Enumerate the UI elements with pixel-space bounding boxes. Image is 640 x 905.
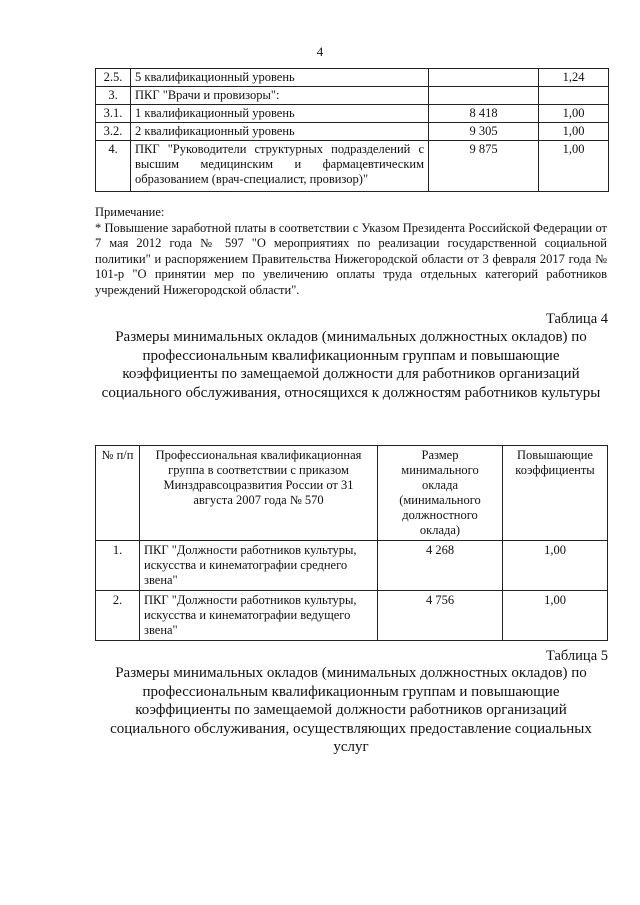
qualification-group: ПКГ "Должности работников культуры, искусства и кинематографии ведущего звена" <box>140 591 378 641</box>
salary-table-culture <box>95 445 608 641</box>
min-salary: 4 268 <box>378 541 503 591</box>
table-row <box>96 591 608 641</box>
row-number: 1. <box>96 541 140 591</box>
min-salary: 4 756 <box>378 591 503 641</box>
coefficient: 1,00 <box>539 141 609 192</box>
coefficient: 1,00 <box>503 541 608 591</box>
coefficient: 1,00 <box>503 591 608 641</box>
row-number: 3.2. <box>96 123 131 141</box>
table-row <box>96 69 609 87</box>
qualification-level: 5 квалификационный уровень <box>131 69 429 87</box>
table-5-heading: Размеры минимальных окладов (минимальных должностных окладов) по профессиональным квалификационным группам и повышающие коэффициенты по замещаемой должности работников организаций социального обслуживания, осуществляющих предоставление социальных услуг <box>110 665 592 756</box>
row-number: 4. <box>96 141 131 192</box>
note-title: Примечание: <box>95 205 165 219</box>
row-number: 3.1. <box>96 105 131 123</box>
qualification-level: 2 квалификационный уровень <box>131 123 429 141</box>
coefficient: 1,00 <box>539 105 609 123</box>
header-num: № п/п <box>96 446 140 541</box>
header-coefficient: Повышающие коэффициенты <box>503 446 608 541</box>
row-number: 2.5. <box>96 69 131 87</box>
min-salary: 9 305 <box>429 123 539 141</box>
table-row <box>96 541 608 591</box>
salary-table-medical <box>95 68 609 192</box>
table-row <box>96 105 609 123</box>
row-number: 2. <box>96 591 140 641</box>
note-text: * Повышение заработной платы в соответствии с Указом Президента Российской Федерации от 7 мая 2012 года № 597 "О мероприятиях по реализации государственной социальной политики" и распоряжением Правительства Нижегородской области от 3 февраля 2017 года № 101-р "О принятии мер по увеличению оплаты труда отдельных категорий работников учреждений Нижегородской области". <box>95 220 607 297</box>
min-salary: 8 418 <box>429 105 539 123</box>
coefficient <box>539 87 609 105</box>
table-header-row <box>96 446 608 541</box>
page-number: 4 <box>316 44 324 59</box>
coefficient: 1,24 <box>539 69 609 87</box>
table-5-caption: Таблица 5 <box>545 648 608 664</box>
table-row <box>96 123 609 141</box>
header-group: Профессиональная квалификационная группа в соответствии с приказом Минздравсоцразвития России от 31 августа 2007 года № 570 <box>140 446 378 541</box>
qualification-group: ПКГ "Врачи и провизоры": <box>131 87 429 105</box>
qualification-group: ПКГ "Должности работников культуры, искусства и кинематографии среднего звена" <box>140 541 378 591</box>
table-4-heading: Размеры минимальных окладов (минимальных должностных окладов) по профессиональным квалификационным группам и повышающие коэффициенты по замещаемой должности для работников организаций социального обслуживания, относящихся к должностям работников культуры <box>101 329 601 401</box>
table-4-caption: Таблица 4 <box>545 311 608 327</box>
min-salary <box>429 87 539 105</box>
min-salary <box>429 69 539 87</box>
qualification-group: ПКГ "Руководители структурных подразделений с высшим медицинским и фармацевтическим образованием (врач-специалист, провизор)" <box>131 141 429 192</box>
qualification-level: 1 квалификационный уровень <box>131 105 429 123</box>
min-salary: 9 875 <box>429 141 539 192</box>
header-salary: Размер минимального оклада (минимального должностного оклада) <box>378 446 503 541</box>
coefficient: 1,00 <box>539 123 609 141</box>
table-row <box>96 141 609 192</box>
row-number: 3. <box>96 87 131 105</box>
table-row <box>96 87 609 105</box>
note <box>95 205 607 299</box>
